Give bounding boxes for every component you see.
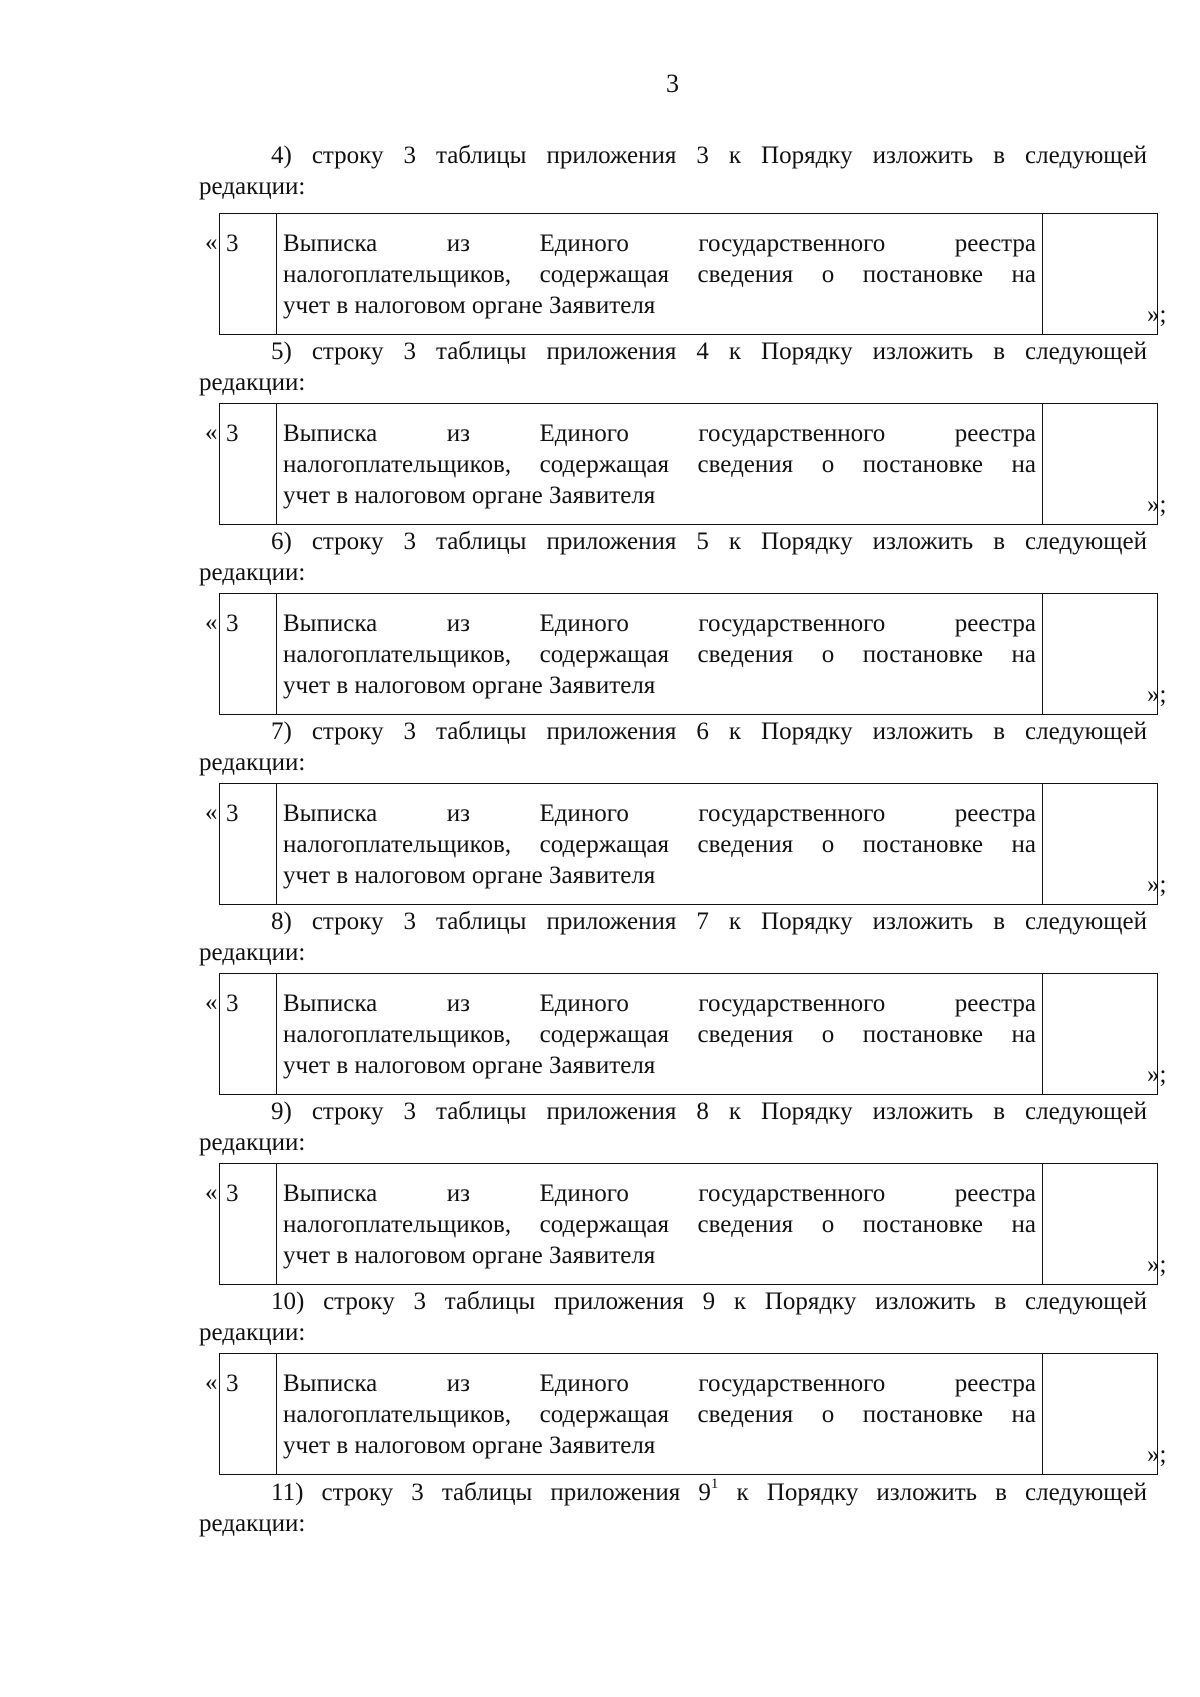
row-text-line: налогоплательщиков, содержащая сведения о постановке на	[283, 1401, 1036, 1428]
row-number-cell: 3	[220, 214, 277, 335]
paragraph-line: 5) строку 3 таблицы приложения 4 к Порядку изложить в следующей	[271, 338, 1147, 365]
table-row-block	[199, 403, 1189, 526]
row-empty-cell	[1043, 974, 1158, 1095]
paragraph-text: 11) строку 3 таблицы приложения 9	[271, 1479, 711, 1506]
paragraph-line: редакции:	[199, 1510, 306, 1537]
row-text-line: учет в налоговом органе Заявителя	[283, 1432, 656, 1459]
paragraph-line: 4) строку 3 таблицы приложения 3 к Порядку изложить в следующей	[271, 142, 1147, 169]
row-text-line: налогоплательщиков, содержащая сведения о постановке на	[283, 261, 1036, 288]
paragraph-line: 7) строку 3 таблицы приложения 6 к Порядку изложить в следующей	[271, 718, 1147, 745]
paragraph-line: 8) строку 3 таблицы приложения 7 к Порядку изложить в следующей	[271, 908, 1147, 935]
table-row-block	[199, 1163, 1189, 1286]
row-text-line: Выписка из Единого государственного реестра	[283, 1370, 1036, 1397]
row-text-cell	[277, 404, 1043, 525]
table-row-block	[199, 213, 1189, 336]
close-quote: »;	[1147, 871, 1167, 898]
row-text-line: учет в налоговом органе Заявителя	[283, 672, 656, 699]
row-text-cell	[277, 1354, 1043, 1475]
row-text-line: учет в налоговом органе Заявителя	[283, 1242, 656, 1269]
paragraph-line: редакции:	[199, 559, 306, 586]
open-quote: «	[205, 1179, 218, 1206]
open-quote: «	[205, 1369, 218, 1396]
paragraph-line: 9) строку 3 таблицы приложения 8 к Порядку изложить в следующей	[271, 1098, 1147, 1125]
row-text-cell	[277, 214, 1043, 335]
row-text-cell	[277, 594, 1043, 715]
table-row	[219, 1353, 1158, 1475]
row-text-line: учет в налоговом органе Заявителя	[283, 862, 656, 889]
amendment-paragraph	[199, 336, 1147, 398]
amendment-paragraph	[199, 1286, 1147, 1348]
row-number-cell: 3	[220, 1164, 277, 1285]
amendment-paragraph	[199, 526, 1147, 588]
row-text-line: учет в налоговом органе Заявителя	[283, 292, 656, 319]
row-empty-cell	[1043, 1354, 1158, 1475]
paragraph-line: редакции:	[199, 749, 306, 776]
table-row-block	[199, 593, 1189, 716]
amendment-paragraph	[199, 140, 1147, 202]
paragraph-line: редакции:	[199, 1129, 306, 1156]
row-empty-cell	[1043, 784, 1158, 905]
paragraph-line: редакции:	[199, 1319, 306, 1346]
amendment-paragraph	[199, 1096, 1147, 1158]
paragraph-line: редакции:	[199, 173, 306, 200]
amendment-paragraph	[199, 716, 1147, 778]
row-text-line: Выписка из Единого государственного реестра	[283, 1180, 1036, 1207]
row-number-cell: 3	[220, 974, 277, 1095]
row-text-cell	[277, 1164, 1043, 1285]
table-row	[219, 783, 1158, 905]
row-text-line: Выписка из Единого государственного реестра	[283, 420, 1036, 447]
table-row	[219, 973, 1158, 1095]
paragraph-line: 10) строку 3 таблицы приложения 9 к Порядку изложить в следующей	[271, 1288, 1147, 1315]
row-empty-cell	[1043, 1164, 1158, 1285]
page-number: 3	[666, 69, 679, 98]
row-text-cell	[277, 974, 1043, 1095]
row-text-line: налогоплательщиков, содержащая сведения о постановке на	[283, 451, 1036, 478]
row-number-cell: 3	[220, 1354, 277, 1475]
table-row	[219, 213, 1158, 335]
paragraph-line: 6) строку 3 таблицы приложения 5 к Порядку изложить в следующей	[271, 528, 1147, 555]
table-row	[219, 1163, 1158, 1285]
row-empty-cell	[1043, 594, 1158, 715]
close-quote: »;	[1147, 1251, 1167, 1278]
row-text-line: налогоплательщиков, содержащая сведения о постановке на	[283, 1021, 1036, 1048]
row-text-line: учет в налоговом органе Заявителя	[283, 1052, 656, 1079]
close-quote: »;	[1147, 491, 1167, 518]
paragraph-line	[199, 1477, 1147, 1508]
table-row-block	[199, 973, 1189, 1096]
amendment-paragraph	[199, 906, 1147, 968]
row-text-line: Выписка из Единого государственного реестра	[283, 800, 1036, 827]
open-quote: «	[205, 989, 218, 1016]
close-quote: »;	[1147, 681, 1167, 708]
paragraph-line: редакции:	[199, 369, 306, 396]
open-quote: «	[205, 609, 218, 636]
table-row	[219, 593, 1158, 715]
row-number-cell: 3	[220, 404, 277, 525]
superscript: 1	[710, 1475, 719, 1492]
open-quote: «	[205, 419, 218, 446]
close-quote: »;	[1147, 301, 1167, 328]
open-quote: «	[205, 799, 218, 826]
table-row-block	[199, 783, 1189, 906]
row-text-line: Выписка из Единого государственного реестра	[283, 230, 1036, 257]
row-text-line: налогоплательщиков, содержащая сведения о постановке на	[283, 641, 1036, 668]
paragraph-text: к Порядку изложить в следующей	[718, 1479, 1147, 1506]
row-text-line: Выписка из Единого государственного реестра	[283, 610, 1036, 637]
close-quote: »;	[1147, 1061, 1167, 1088]
row-text-line: налогоплательщиков, содержащая сведения о постановке на	[283, 1211, 1036, 1238]
row-text-line: налогоплательщиков, содержащая сведения о постановке на	[283, 831, 1036, 858]
close-quote: »;	[1147, 1441, 1167, 1468]
row-text-line: учет в налоговом органе Заявителя	[283, 482, 656, 509]
row-number-cell: 3	[220, 784, 277, 905]
amendment-paragraph	[199, 1477, 1147, 1539]
row-text-line: Выписка из Единого государственного реестра	[283, 990, 1036, 1017]
open-quote: «	[205, 229, 218, 256]
row-number-cell: 3	[220, 594, 277, 715]
table-row-block	[199, 1353, 1189, 1476]
paragraph-line: редакции:	[199, 939, 306, 966]
table-row	[219, 403, 1158, 525]
row-empty-cell	[1043, 214, 1158, 335]
row-text-cell	[277, 784, 1043, 905]
row-empty-cell	[1043, 404, 1158, 525]
